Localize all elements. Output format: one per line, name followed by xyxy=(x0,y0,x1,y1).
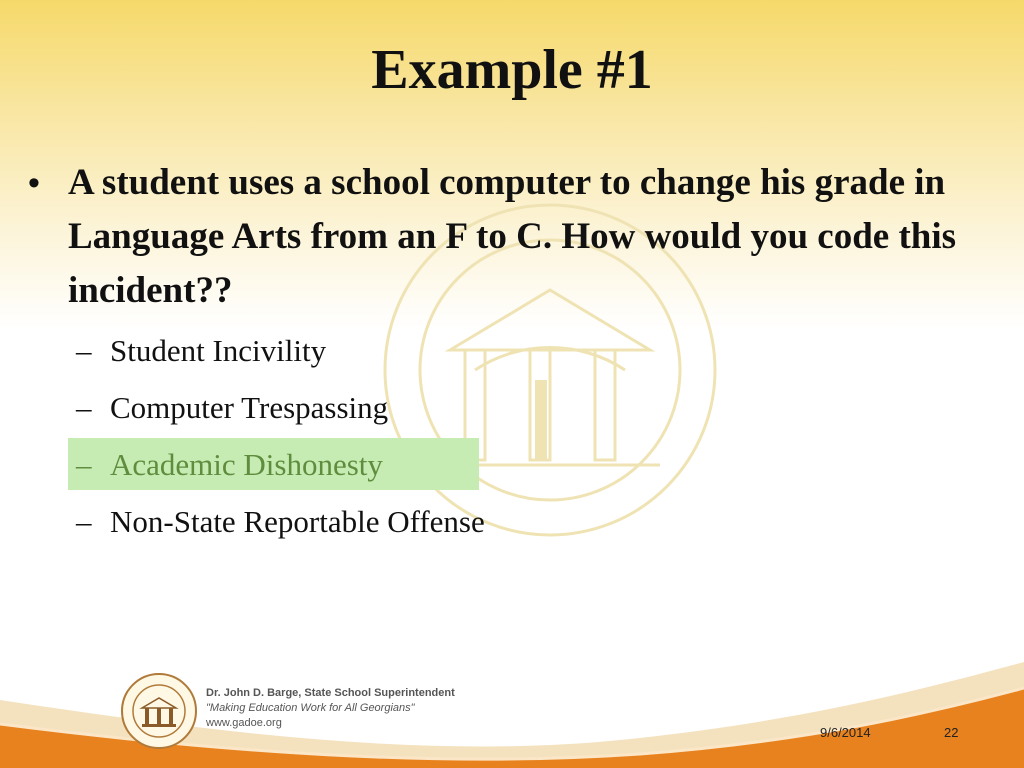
option-academic-dishonesty xyxy=(76,442,383,488)
option-label: Student Incivility xyxy=(110,333,327,368)
slide-date: 9/6/2014 xyxy=(820,725,871,740)
dash-icon: – xyxy=(76,333,92,368)
footer-website: www.gadoe.org xyxy=(206,717,282,729)
question-text: A student uses a school computer to change his grade in Language Arts from an F to C. How would you code this incident?? xyxy=(68,162,957,311)
bullet-icon: • xyxy=(28,164,40,202)
department-of-education-seal-icon xyxy=(120,672,198,750)
option-label: Computer Trespassing xyxy=(110,390,389,425)
footer-credits xyxy=(206,686,455,731)
slide-number: 22 xyxy=(944,725,959,740)
option-label: Academic Dishonesty xyxy=(110,447,383,482)
dash-icon: – xyxy=(76,390,92,425)
slide-title: Example #1 xyxy=(371,39,653,101)
superintendent-name: Dr. John D. Barge, State School Superintendent xyxy=(206,687,455,699)
dash-icon: – xyxy=(76,504,92,539)
option-computer-trespassing xyxy=(76,385,388,431)
dash-icon: – xyxy=(76,447,92,482)
option-label: Non-State Reportable Offense xyxy=(110,504,485,539)
footer-motto: "Making Education Work for All Georgians" xyxy=(206,702,415,714)
option-non-state-reportable-offense xyxy=(76,499,485,545)
option-student-incivility xyxy=(76,328,326,374)
